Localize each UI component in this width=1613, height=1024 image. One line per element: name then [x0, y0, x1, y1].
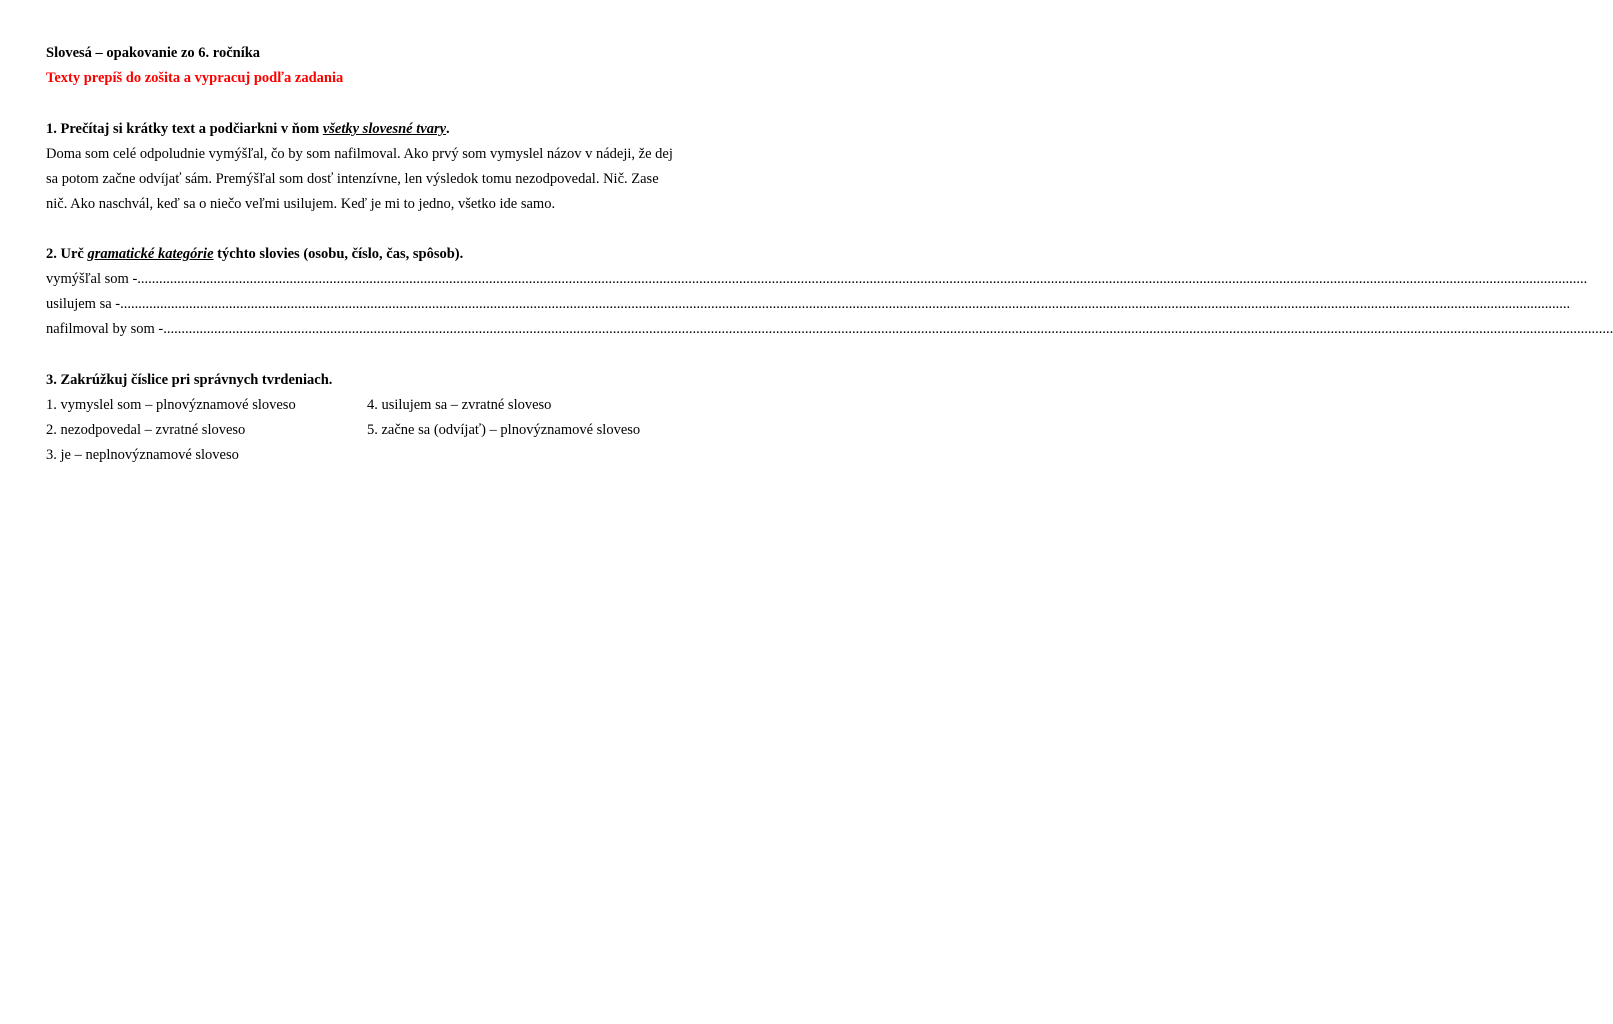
statement-item: 5. začne sa (odvíjať) – plnovýznamové sloveso — [367, 422, 641, 438]
task2-heading — [46, 245, 463, 263]
task1-heading-emphasis: všetky slovesné tvary — [322, 121, 447, 137]
answer-label: nafilmoval by som - — [46, 321, 164, 337]
task2-heading-emphasis: gramatické kategórie — [87, 246, 214, 262]
answer-label: vymýšľal som - — [46, 271, 138, 287]
task3-heading: 3. Zakrúžkuj číslice pri správnych tvrdeniach. — [46, 372, 333, 388]
statement-item: 2. nezodpovedal – zvratné sloveso — [46, 422, 246, 438]
task1-text-line: nič. Ako naschvál, keď sa o niečo veľmi usilujem. Keď je mi to jedno, všetko ide samo. — [46, 196, 556, 212]
task2-heading-suffix: týchto slovies (osobu, číslo, čas, spôsob). — [213, 246, 464, 262]
dotted-fill: ................................................................................................................................................................................................................................................................................................................................................................................................................ — [120, 296, 1571, 312]
answer-line — [46, 270, 1588, 288]
task2-heading-prefix: 2. Urč — [46, 246, 88, 262]
statement-item: 3. je – neplnovýznamové sloveso — [46, 447, 239, 463]
answer-label: usilujem sa - — [46, 296, 121, 312]
task1-text-line: Doma som celé odpoludnie vymýšľal, čo by som nafilmoval. Ako prvý som vymyslel názov v nádeji, že dej — [46, 146, 673, 162]
task1-heading-suffix: . — [446, 121, 450, 137]
task1-text-line: sa potom začne odvíjať sám. Premýšľal som dosť intenzívne, len výsledok tomu nezodpovedal. Nič. Zase — [46, 171, 659, 187]
document-title: Slovesá – opakovanie zo 6. ročníka — [46, 45, 261, 61]
task1-heading — [46, 120, 450, 138]
statement-item: 1. vymyslel som – plnovýznamové sloveso — [46, 397, 296, 413]
answer-line — [46, 295, 1571, 313]
dotted-fill: ................................................................................................................................................................................................................................................................................................................................................................................................................ — [163, 321, 1613, 337]
task1-heading-prefix: 1. Prečítaj si krátky text a podčiarkni v ňom — [46, 121, 323, 137]
instruction-line: Texty prepíš do zošita a vypracuj podľa zadania — [46, 70, 344, 86]
answer-line — [46, 320, 1613, 338]
statement-item: 4. usilujem sa – zvratné sloveso — [367, 397, 552, 413]
dotted-fill: ................................................................................................................................................................................................................................................................................................................................................................................................................ — [137, 271, 1588, 287]
